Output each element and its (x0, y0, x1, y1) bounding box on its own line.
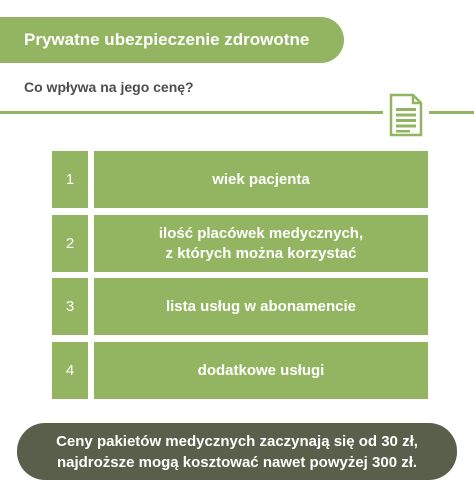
list-item (52, 215, 428, 272)
document-icon (383, 91, 429, 139)
item-label (94, 342, 428, 399)
list-item (52, 342, 428, 399)
item-label (94, 151, 428, 208)
item-label (94, 278, 428, 335)
price-summary (17, 423, 457, 480)
item-label-line: z których można korzystać (165, 244, 357, 262)
item-label-line: wiek pacjenta (212, 170, 310, 188)
item-label (94, 215, 428, 272)
item-number: 4 (52, 342, 88, 399)
item-label-line: lista usług w abonamencie (165, 297, 357, 315)
page-title: Prywatne ubezpieczenie zdrowotne (24, 30, 310, 49)
item-label-line: ilość placówek medycznych, (158, 224, 364, 242)
item-label-line: dodatkowe usługi (197, 361, 325, 379)
item-number: 1 (52, 151, 88, 208)
price-summary-line: najdroższe mogą kosztować nawet powyżej 300 zł. (56, 453, 418, 471)
price-summary-line: Ceny pakietów medycznych zaczynają się od 30 zł, (56, 432, 418, 450)
item-number: 3 (52, 278, 88, 335)
list-item (52, 278, 428, 335)
list-item (52, 151, 428, 208)
subtitle: Co wpływa na jego cenę? (24, 79, 194, 95)
title-banner (0, 17, 344, 63)
item-number: 2 (52, 215, 88, 272)
